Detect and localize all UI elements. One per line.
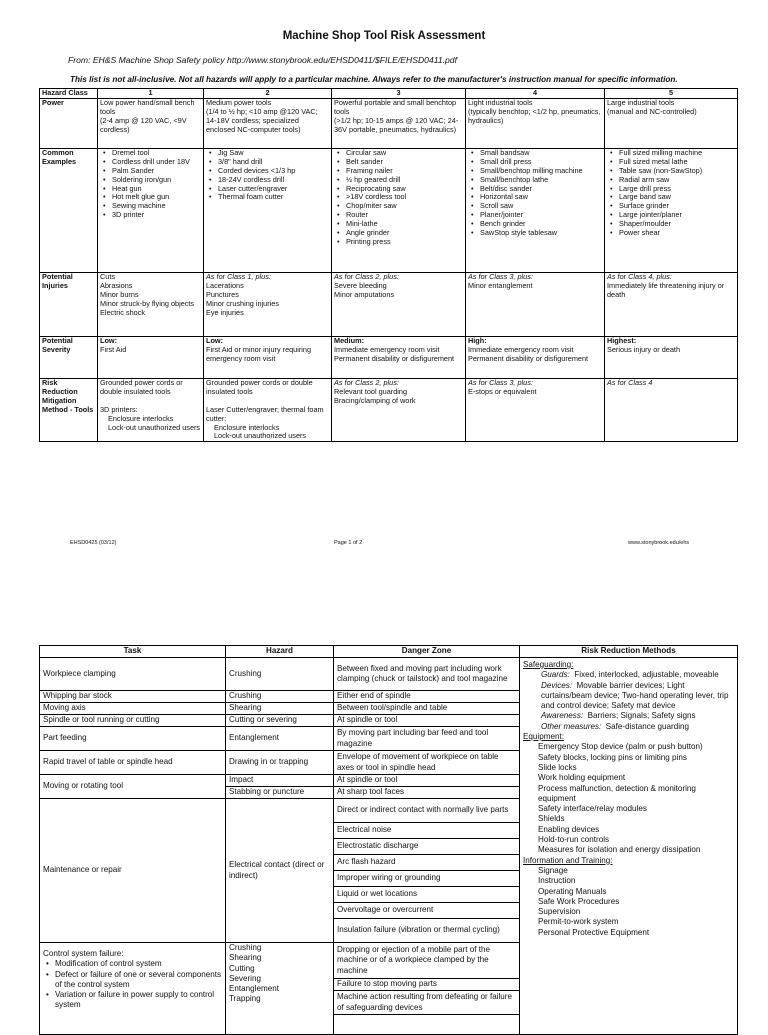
risk-key: Devices: <box>541 680 573 690</box>
severity-level: Low: <box>100 336 118 345</box>
table-header-row <box>40 89 738 99</box>
list-item: • Radial arm saw <box>619 176 735 185</box>
risk-line <box>523 722 734 732</box>
table-cell <box>605 98 738 148</box>
list-item: Eye injuries <box>206 307 244 317</box>
risk-key: Awareness: <box>541 711 584 721</box>
list-item: • Shaper/moulder <box>619 220 735 229</box>
list-item: • Small bandsaw <box>480 149 602 158</box>
zone-cell: At spindle or tool <box>334 775 520 787</box>
table-cell <box>332 336 466 378</box>
cell-text: (>1/2 hp; 10-15 amps @ 120 VAC; 24-36V portable, pneumatics, hydraulics) <box>334 115 459 134</box>
list-item: • Table saw (non-SawStop) <box>619 167 735 176</box>
zone-cell: Electrostatic discharge <box>334 839 520 855</box>
cell-text: As for Class 2, plus: <box>334 378 399 387</box>
list-item: • Modification of control system <box>55 959 222 969</box>
cell-text: Laser Cutter/engraver; thermal foam cutter: <box>206 404 324 423</box>
list-item: Operating Manuals <box>538 886 607 896</box>
list-item: • Bench grinder <box>480 220 602 229</box>
list-item: Minor crushing injuries <box>206 298 279 308</box>
zone-cell: By moving part including bar feed and tool magazine <box>334 727 520 751</box>
list-item: Supervision <box>538 907 581 917</box>
list-item: Severe bleeding <box>334 280 387 290</box>
zone-cell: Either end of spindle <box>334 691 520 703</box>
task-cell: Moving axis <box>40 703 226 715</box>
list-item: Shields <box>538 814 565 824</box>
hazard-cell: Electrical contact (direct or indirect) <box>226 799 334 943</box>
task-cell <box>40 943 226 1035</box>
risk-heading: Safeguarding: <box>523 660 574 669</box>
task-cell: Rapid travel of table or spindle head <box>40 751 226 775</box>
list-item: Work holding equipment <box>538 773 626 783</box>
cell-text: Grounded power cords or double insulated tools <box>206 378 313 396</box>
cell-text: Immediate emergency room visit Permanent disability or disfigurement <box>334 344 455 363</box>
list-item: Crushing <box>229 943 262 952</box>
example-list <box>468 149 602 238</box>
list-item: Instruction <box>538 876 576 886</box>
row-header: Risk Reduction Mitigation Method - Tools <box>40 378 98 441</box>
hazard-cell: Impact <box>226 775 334 787</box>
list-item: • Jig Saw <box>218 149 329 158</box>
hazard-cell: Cutting or severing <box>226 715 334 727</box>
table-cell <box>204 336 332 378</box>
cell-text: First Aid <box>100 344 127 354</box>
table-cell <box>98 148 204 272</box>
list-item: • Mini-lathe <box>346 220 463 229</box>
footer-page-number: Page 1 of 2 <box>334 540 363 546</box>
risk-value: Barriers; Signals; Safety signs <box>587 711 696 721</box>
risk-heading: Equipment: <box>523 732 564 742</box>
list-item: • Horizontal saw <box>480 193 602 202</box>
zone-cell: Dropping or ejection of a mobile part of the machine or of a workpiece clamped by the machine <box>334 943 520 979</box>
row-header: Power <box>40 98 98 148</box>
hazard-cell: Crushing <box>226 691 334 703</box>
list-item: Cuts <box>100 272 116 281</box>
cell-text: Immediate emergency room visit Permanent disability or disfigurement <box>468 344 589 363</box>
list-item: Electric shock <box>100 307 146 317</box>
injury-list <box>100 273 201 318</box>
hazard-cell: Stabbing or puncture <box>226 787 334 799</box>
row-header: Common Examples <box>40 148 98 272</box>
risk-value: Safe-distance guarding <box>605 721 690 731</box>
cell-text: (typically benchtop; <1/2 hp, pneumatics, hydraulics) <box>468 106 601 125</box>
zone-cell: Insulation failure (vibration or thermal cycling) <box>334 919 520 943</box>
zone-cell: Electrical noise <box>334 823 520 839</box>
cell-text: Low power hand/small bench tools <box>100 98 195 116</box>
cell-text: Medium power tools <box>206 98 272 107</box>
cell-text: Light industrial tools <box>468 98 533 107</box>
power-row <box>40 98 738 148</box>
table-cell <box>466 272 605 336</box>
list-item: • Power shear <box>619 229 735 238</box>
table-cell <box>204 272 332 336</box>
table-cell <box>332 148 466 272</box>
injury-list <box>206 282 329 318</box>
list-item: • Laser cutter/engraver <box>218 185 329 194</box>
list-item: Punctures <box>206 289 239 299</box>
cell-text: Enclosure interlocks <box>214 422 280 432</box>
example-list <box>206 149 329 202</box>
list-item: • Surface grinder <box>619 202 735 211</box>
list-item: • Circular saw <box>346 149 463 158</box>
list-item: Hold-to-run controls <box>538 835 610 845</box>
zone-cell: Failure to stop moving parts <box>334 979 520 991</box>
task-cell: Whipping bar stock <box>40 691 226 703</box>
table-header-row <box>40 646 738 658</box>
list-item: Enabling devices <box>538 824 600 834</box>
risk-key: Guards: <box>541 670 570 680</box>
risk-heading: Information and Training: <box>523 855 613 865</box>
list-item: Safe Work Procedures <box>538 896 620 906</box>
list-item: • Scroll saw <box>480 202 602 211</box>
list-item: • Large jointer/planer <box>619 211 735 220</box>
list-item: • Full sized milling machine <box>619 149 735 158</box>
cell-text: (1/4 to ½ hp; <10 amp @120 VAC; 14-18V cordless; specialized enclosed NC-computer tools) <box>206 106 318 134</box>
list-item: Emergency Stop device (palm or push button) <box>538 742 703 752</box>
cell-text: (manual and NC-controlled) <box>607 106 697 116</box>
list-item: • SawStop style tablesaw <box>480 229 602 238</box>
cell-text: Enclosure interlocks <box>108 413 174 423</box>
hazard-cell: Entanglement <box>226 727 334 751</box>
table-cell <box>204 378 332 441</box>
header-cell: 5 <box>605 89 738 99</box>
list-item: Cutting <box>229 963 255 973</box>
list-item: Entanglement <box>229 984 279 994</box>
list-item: • Full sized metal lathe <box>619 158 735 167</box>
list-item: • Small/benchtop milling machine <box>480 167 602 176</box>
table-cell <box>98 272 204 336</box>
hazard-cell <box>226 943 334 1035</box>
header-cell: Hazard Class <box>40 89 98 99</box>
cell-text: Large industrial tools <box>607 98 675 107</box>
mitigation-row <box>40 378 738 441</box>
task-cell: Spindle or tool running or cutting <box>40 715 226 727</box>
list-item: Shearing <box>229 953 262 963</box>
cell-text: Serious injury or death <box>607 344 681 354</box>
header-cell: 3 <box>332 89 466 99</box>
header-cell: 2 <box>204 89 332 99</box>
zone-cell: Between tool/spindle and table <box>334 703 520 715</box>
header-cell: 1 <box>98 89 204 99</box>
injury-list <box>607 282 735 300</box>
list-item: • Dremel tool <box>112 149 201 158</box>
list-item: Process malfunction, detection & monitoring equipment <box>538 783 696 803</box>
severity-level: High: <box>468 336 487 345</box>
header-cell: 4 <box>466 89 605 99</box>
cell-text: As for Class 1, plus: <box>206 272 271 281</box>
list-item: • 3/8" hand drill <box>218 158 329 167</box>
list-item: Measures for isolation and energy dissipation <box>538 845 701 855</box>
table-cell <box>204 98 332 148</box>
severity-level: Low: <box>206 336 224 345</box>
list-item: Minor burns <box>100 289 139 299</box>
zone-cell: At sharp tool faces <box>334 787 520 799</box>
list-item: • Reciprocating saw <box>346 185 463 194</box>
zone-cell: Liquid or wet locations <box>334 887 520 903</box>
header-cell: Task <box>40 646 226 658</box>
list-item: • Large drill press <box>619 185 735 194</box>
cell-text: Powerful portable and small benchtop tools <box>334 98 457 116</box>
list-item: • Heat gun <box>112 185 201 194</box>
injury-list <box>334 282 463 300</box>
list-item: • Belt sander <box>346 158 463 167</box>
table-cell <box>466 378 605 441</box>
risk-line <box>523 711 734 721</box>
list-item: • 3D printer <box>112 211 201 220</box>
table-cell <box>98 98 204 148</box>
list-item: Signage <box>538 865 568 875</box>
zone-cell: Direct or indirect contact with normally live parts <box>334 799 520 823</box>
list-item: • Thermal foam cutter <box>218 193 329 202</box>
list-item: • Large band saw <box>619 193 735 202</box>
task-cell: Maintenance or repair <box>40 799 226 943</box>
table-cell <box>332 272 466 336</box>
cell-text: 3D printers: <box>100 404 138 414</box>
list-item: • Hot melt glue gun <box>112 193 201 202</box>
cell-text: Bracing/clamping of work <box>334 395 416 405</box>
list-item: • Small drill press <box>480 158 602 167</box>
cell-text: As for Class 2, plus: <box>334 272 399 281</box>
table-cell <box>466 98 605 148</box>
cell-text: As for Class 4, plus: <box>607 272 672 281</box>
risk-value: Movable barrier devices; Light curtains/beam device; Two-hand operating lever, trip and control device; Safety mat device <box>541 680 729 711</box>
risk-key: Other measures: <box>541 721 602 731</box>
list-item: • Small/benchtop lathe <box>480 176 602 185</box>
list-item: Permit-to-work system <box>538 917 619 927</box>
example-list <box>334 149 463 247</box>
list-item: • Planer/jointer <box>480 211 602 220</box>
cell-text: As for Class 3, plus: <box>468 378 533 387</box>
zone-cell: Overvoltage or overcurrent <box>334 903 520 919</box>
task-cell: Moving or rotating tool <box>40 775 226 799</box>
severity-level: Highest: <box>607 336 637 345</box>
hazard-list <box>229 943 330 1005</box>
example-list <box>100 149 201 220</box>
disclaimer-note: This list is not all-inclusive. Not all hazards will apply to a particular machine. Always refer to the manufacturer's instruction manual for specific information. <box>70 75 678 84</box>
task-hazard-table <box>39 645 738 1035</box>
list-item: • Variation or failure in power supply to control system <box>55 990 222 1011</box>
table-cell <box>332 98 466 148</box>
cell-text: Lock-out unauthorized users <box>108 422 201 432</box>
cell-text: First Aid or minor injury requiring emergency room visit <box>206 344 312 363</box>
table-cell <box>204 148 332 272</box>
list-item: • Sewing machine <box>112 202 201 211</box>
table-cell <box>605 148 738 272</box>
row-header: Potential Severity <box>40 336 98 378</box>
list-item: • Router <box>346 211 463 220</box>
header-cell: Hazard <box>226 646 334 658</box>
cell-text: Grounded power cords or double insulated tools <box>100 378 183 396</box>
footer-url: www.stonybrook.edu/ehs <box>628 540 690 546</box>
example-list <box>607 149 735 238</box>
injuries-row <box>40 272 738 336</box>
cell-text: Relevant tool guarding <box>334 386 408 396</box>
task-title: Control system failure: <box>43 949 124 958</box>
header-cell: Danger Zone <box>334 646 520 658</box>
header-cell: Risk Reduction Methods <box>520 646 738 658</box>
risk-value: Fixed, interlocked, adjustable, moveable <box>574 670 719 680</box>
list-item: • Defect or failure of one or several components of the control system <box>55 970 222 991</box>
list-item: • Chop/miter saw <box>346 202 463 211</box>
list-item: Minor amputations <box>334 289 395 299</box>
list-item: • Cordless drill under 18V <box>112 158 201 167</box>
hazard-cell: Shearing <box>226 703 334 715</box>
table-cell <box>98 378 204 441</box>
list-item: • >18V cordless tool <box>346 193 463 202</box>
hazard-cell: Crushing <box>226 658 334 691</box>
list-item: • Palm Sander <box>112 167 201 176</box>
source-line: From: EH&S Machine Shop Safety policy http://www.stonybrook.edu/EHSD0411/$FILE/EHSD0411.pdf <box>68 55 457 65</box>
table-cell <box>605 336 738 378</box>
risk-reduction-cell <box>520 658 738 1035</box>
training-list <box>523 866 734 938</box>
row-header: Potential Injuries <box>40 272 98 336</box>
severity-level: Medium: <box>334 336 364 345</box>
list-item: Safety blocks, locking pins or limiting pins <box>538 752 687 762</box>
zone-cell: Between fixed and moving part including work clamping (chuck or tailstock) and tool magazine <box>334 658 520 691</box>
table-cell <box>466 336 605 378</box>
cell-text: As for Class 4 <box>607 378 653 387</box>
severity-row <box>40 336 738 378</box>
list-item: Minor entanglement <box>468 280 533 290</box>
list-item: Abrasions <box>100 280 133 290</box>
table-cell <box>466 148 605 272</box>
equipment-list <box>523 742 734 855</box>
list-item: • Angle grinder <box>346 229 463 238</box>
injury-list <box>468 282 602 291</box>
zone-cell: Envelope of movement of workpiece on table axes or tool in spindle head <box>334 751 520 775</box>
risk-line <box>523 670 734 680</box>
list-item: Severing <box>229 973 261 983</box>
risk-line <box>523 681 734 712</box>
list-item: • Corded devices <1/3 hp <box>218 167 329 176</box>
list-item: Safety interface/relay modules <box>538 804 647 814</box>
cell-text: (2-4 amp @ 120 VAC, <9V cordless) <box>100 115 187 134</box>
zone-cell <box>334 1015 520 1035</box>
zone-cell: Improper wiring or grounding <box>334 871 520 887</box>
hazard-cell: Drawing in or trapping <box>226 751 334 775</box>
list-item: • Soldering iron/gun <box>112 176 201 185</box>
cell-text: E-stops or equivalent <box>468 386 537 396</box>
list-item: Personal Protective Equipment <box>538 927 650 937</box>
list-item: Minor struck-by flying objects <box>100 298 195 308</box>
list-item: • Printing press <box>346 238 463 247</box>
failure-list <box>43 959 222 1010</box>
cell-text: Lock-out unauthorized users <box>214 431 307 441</box>
hazard-class-table <box>39 88 738 442</box>
task-cell: Part feeding <box>40 727 226 751</box>
zone-cell: Machine action resulting from defeating or failure of safeguarding devices <box>334 991 520 1015</box>
list-item: Trapping <box>229 994 261 1004</box>
table-cell <box>332 378 466 441</box>
list-item: Immediately life threatening injury or death <box>607 280 725 299</box>
list-item: Lacerations <box>206 280 244 290</box>
list-item: • Belt/disc sander <box>480 185 602 194</box>
table-cell <box>605 378 738 441</box>
list-item: Slide locks <box>538 762 577 772</box>
examples-row <box>40 148 738 272</box>
list-item: • ½ hp geared drill <box>346 176 463 185</box>
task-cell: Workpiece clamping <box>40 658 226 691</box>
footer-form-code: EHSD0425 (03/12) <box>70 540 117 546</box>
document-title: Machine Shop Tool Risk Assessment <box>282 30 486 42</box>
table-row <box>40 658 738 691</box>
cell-text: As for Class 3, plus: <box>468 272 533 281</box>
list-item: • 18-24V cordless drill <box>218 176 329 185</box>
table-cell <box>98 336 204 378</box>
zone-cell: Arc flash hazard <box>334 855 520 871</box>
list-item: • Framing nailer <box>346 167 463 176</box>
zone-cell: At spindle or tool <box>334 715 520 727</box>
table-cell <box>605 272 738 336</box>
